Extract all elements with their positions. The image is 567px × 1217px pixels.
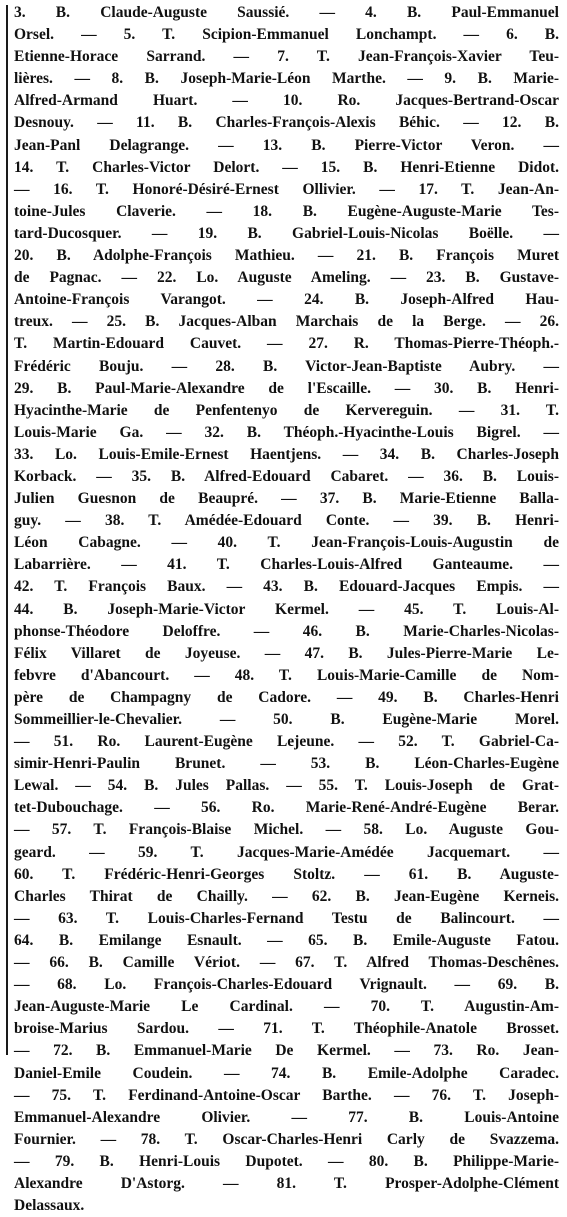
text-line: Lewal. — 54. B. Jules Pallas. — 55. T. Louis-Joseph de Grat-	[14, 777, 559, 795]
text-line: Charles Thirat de Chailly. — 62. B. Jean-Eugène Kerneis.	[14, 887, 559, 905]
text-line: Korback. — 35. B. Alfred-Edouard Cabaret. — 36. B. Louis-	[14, 467, 559, 485]
text-line: lières. — 8. B. Joseph-Marie-Léon Marthe. — 9. B. Marie-	[14, 70, 559, 88]
text-line: Alexandre D'Astorg. — 81. T. Prosper-Adolphe-Clément	[14, 1174, 559, 1192]
text-line: — 66. B. Camille Vériot. — 67. T. Alfred Thomas-Deschênes.	[14, 954, 559, 972]
text-line: Jean-Panl Delagrange. — 13. B. Pierre-Victor Veron. —	[14, 136, 559, 154]
text-block	[14, 2, 559, 1217]
text-line: broise-Marius Sardou. — 71. T. Théophile-Anatole Brosset.	[14, 1020, 559, 1038]
text-line: — 16. T. Honoré-Désiré-Ernest Ollivier. — 17. T. Jean-An-	[14, 180, 559, 198]
text-line: guy. — 38. T. Amédée-Edouard Conte. — 39. B. Henri-	[14, 512, 559, 530]
text-line: Jean-Auguste-Marie Le Cardinal. — 70. T. Augustin-Am-	[14, 998, 559, 1016]
text-line: — 63. T. Louis-Charles-Fernand Testu de Balincourt. —	[14, 909, 559, 927]
text-line: — 57. T. François-Blaise Michel. — 58. Lo. Auguste Gou-	[14, 821, 559, 839]
text-line: T. Martin-Edouard Cauvet. — 27. R. Thomas-Pierre-Théoph.-	[14, 335, 559, 353]
text-line: phonse-Théodore Deloffre. — 46. B. Marie-Charles-Nicolas-	[14, 622, 559, 640]
text-line: — 68. Lo. François-Charles-Edouard Vrignault. — 69. B.	[14, 976, 559, 994]
text-line: 60. T. Frédéric-Henri-Georges Stoltz. — 61. B. Auguste-	[14, 865, 559, 883]
text-line: treux. — 25. B. Jacques-Alban Marchais de la Berge. — 26.	[14, 313, 559, 331]
text-line: 20. B. Adolphe-François Mathieu. — 21. B. François Muret	[14, 247, 559, 265]
text-line: Julien Guesnon de Beaupré. — 37. B. Marie-Etienne Balla-	[14, 490, 559, 508]
text-line: père de Champagny de Cadore. — 49. B. Charles-Henri	[14, 688, 559, 706]
text-line: 33. Lo. Louis-Emile-Ernest Haentjens. — 34. B. Charles-Joseph	[14, 445, 559, 463]
text-line: febvre d'Abancourt. — 48. T. Louis-Marie-Camille de Nom-	[14, 666, 559, 684]
text-line: Frédéric Bouju. — 28. B. Victor-Jean-Baptiste Aubry. —	[14, 357, 559, 375]
left-margin-rule	[6, 5, 8, 1055]
text-line: 42. T. François Baux. — 43. B. Edouard-Jacques Empis. —	[14, 578, 559, 596]
text-line: simir-Henri-Paulin Brunet. — 53. B. Léon-Charles-Eugène	[14, 755, 559, 773]
text-line: 29. B. Paul-Marie-Alexandre de l'Escaille. — 30. B. Henri-	[14, 379, 559, 397]
text-line: toine-Jules Claverie. — 18. B. Eugène-Auguste-Marie Tes-	[14, 202, 559, 220]
text-line: 64. B. Emilange Esnault. — 65. B. Emile-Auguste Fatou.	[14, 931, 559, 949]
text-line: Léon Cabagne. — 40. T. Jean-François-Louis-Augustin de	[14, 534, 559, 552]
text-line: geard. — 59. T. Jacques-Marie-Amédée Jacquemart. —	[14, 843, 559, 861]
text-line: de Pagnac. — 22. Lo. Auguste Ameling. — 23. B. Gustave-	[14, 269, 559, 287]
text-line: Hyacinthe-Marie de Penfentenyo de Kervereguin. — 31. T.	[14, 401, 559, 419]
text-line: Desnouy. — 11. B. Charles-François-Alexis Béhic. — 12. B.	[14, 114, 559, 132]
text-line: — 72. B. Emmanuel-Marie De Kermel. — 73. Ro. Jean-	[14, 1042, 559, 1060]
text-line: Daniel-Emile Coudein. — 74. B. Emile-Adolphe Caradec.	[14, 1064, 559, 1082]
text-line: Félix Villaret de Joyeuse. — 47. B. Jules-Pierre-Marie Le-	[14, 644, 559, 662]
text-line: Orsel. — 5. T. Scipion-Emmanuel Lonchampt. — 6. B.	[14, 26, 559, 44]
text-line: 44. B. Joseph-Marie-Victor Kermel. — 45. T. Louis-Al-	[14, 600, 559, 618]
text-line: Labarrière. — 41. T. Charles-Louis-Alfred Ganteaume. —	[14, 556, 559, 574]
text-line: — 79. B. Henri-Louis Dupotet. — 80. B. Philippe-Marie-	[14, 1152, 559, 1170]
text-line: Etienne-Horace Sarrand. — 7. T. Jean-François-Xavier Teu-	[14, 48, 559, 66]
text-line: Emmanuel-Alexandre Olivier. — 77. B. Louis-Antoine	[14, 1108, 559, 1126]
text-line: Antoine-François Varangot. — 24. B. Joseph-Alfred Hau-	[14, 291, 559, 309]
text-line: Alfred-Armand Huart. — 10. Ro. Jacques-Bertrand-Oscar	[14, 92, 559, 110]
text-line: tard-Ducosquer. — 19. B. Gabriel-Louis-Nicolas Boëlle. —	[14, 224, 559, 242]
text-line: — 51. Ro. Laurent-Eugène Lejeune. — 52. T. Gabriel-Ca-	[14, 733, 559, 751]
text-line: Fournier. — 78. T. Oscar-Charles-Henri Carly de Svazzema.	[14, 1130, 559, 1148]
text-line: Delassaux.	[14, 1197, 85, 1215]
text-line: 3. B. Claude-Auguste Saussié. — 4. B. Paul-Emmanuel	[14, 4, 559, 21]
text-line: 14. T. Charles-Victor Delort. — 15. B. Henri-Etienne Didot.	[14, 158, 559, 176]
text-line: Sommeillier-le-Chevalier. — 50. B. Eugène-Marie Morel.	[14, 711, 559, 728]
text-line: tet-Dubouchage. — 56. Ro. Marie-René-André-Eugène Berar.	[14, 799, 559, 817]
text-line: — 75. T. Ferdinand-Antoine-Oscar Barthe. — 76. T. Joseph-	[14, 1086, 559, 1104]
text-line: Louis-Marie Ga. — 32. B. Théoph.-Hyacinthe-Louis Bigrel. —	[14, 423, 559, 441]
